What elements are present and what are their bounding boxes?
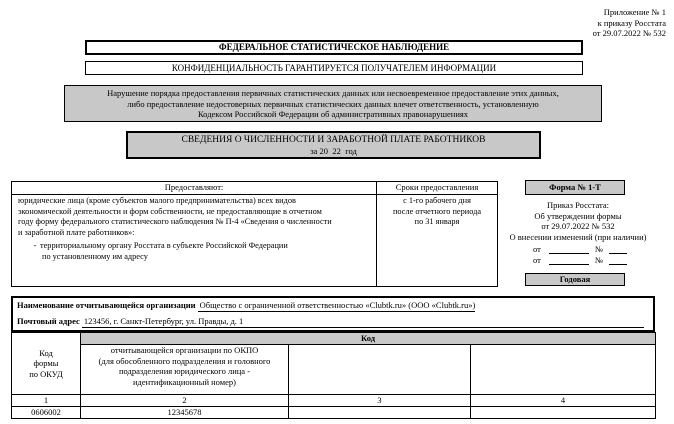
appendix-line: к приказу Росстата (597, 17, 666, 28)
column-number: 4 (471, 395, 656, 407)
number-field[interactable] (609, 264, 627, 265)
provide-line: территориальному органу Росстата в субъекте Российской Федерации (40, 241, 288, 250)
year-prefix: за 20 (310, 146, 328, 156)
legal-warning-box (64, 85, 602, 122)
empty-header-cell (471, 345, 656, 395)
order-approval-date: от 29.07.2022 № 532 (541, 221, 615, 231)
from-label: от (533, 255, 541, 265)
deadline-line: по 31 января (414, 217, 460, 226)
changes-row-2 (533, 255, 643, 267)
column-number: 1 (12, 395, 81, 407)
organization-block (11, 296, 655, 332)
org-address-label: Почтовый адрес (17, 316, 80, 326)
deadline-text (377, 195, 497, 228)
deadline-header: Сроки предоставления (377, 182, 497, 195)
okpo-code-cell[interactable]: 12345678 (81, 406, 289, 418)
column-number-row (12, 395, 656, 407)
provide-line: юридические лица (кроме субъектов малого предпринимательства) всех видов (18, 196, 296, 205)
warning-line: Кодексом Российской Федерации об административных правонарушениях (197, 109, 469, 119)
okud-code-cell[interactable]: 0606002 (12, 406, 81, 418)
okud-header-line: Код (39, 347, 53, 358)
bullet-dash: - (33, 241, 37, 250)
number-label: № (595, 244, 604, 254)
column-number: 3 (289, 395, 471, 407)
appendix-line: от 29.07.2022 № 532 (592, 28, 666, 38)
okpo-header (81, 345, 289, 395)
org-name-label: Наименование отчитывающейся организации (17, 300, 196, 310)
provide-line: и заработной плате работников»: (18, 227, 135, 237)
provide-column (12, 182, 377, 286)
table-row (12, 406, 656, 418)
report-title: СВЕДЕНИЯ О ЧИСЛЕННОСТИ И ЗАРАБОТНОЙ ПЛАТЕ РАБОТНИКОВ (181, 135, 486, 145)
column-number: 2 (81, 395, 289, 407)
confidentiality-box: КОНФИДЕНЦИАЛЬНОСТЬ ГАРАНТИРУЕТСЯ ПОЛУЧАТЕЛЕМ ИНФОРМАЦИИ (85, 61, 583, 75)
code-cell-3[interactable] (289, 406, 471, 418)
warning-line: либо предоставление недостоверных первичных статистических данных влечет ответственность, установленную (127, 98, 539, 109)
warning-line: Нарушение порядка предоставления первичных статистических данных или несвоевременное предоставление этих данных, (107, 88, 559, 98)
code-cell-4[interactable] (471, 406, 656, 418)
year-suffix: год (345, 146, 357, 156)
submission-table (11, 181, 498, 287)
survey-title-box: ФЕДЕРАЛЬНОЕ СТАТИСТИЧЕСКОЕ НАБЛЮДЕНИЕ (85, 40, 583, 55)
provide-line: экономической деятельности и форм собственности, не предоставляющие в отчетном (18, 206, 322, 216)
org-name-row (17, 300, 475, 312)
provide-header: Предоставляют: (12, 182, 376, 195)
okud-header-line: по ОКУД (29, 368, 63, 379)
order-approval: Об утверждении формы (534, 210, 622, 221)
okud-header (12, 333, 81, 395)
order-changes: О внесении изменений (при наличии) (509, 231, 647, 242)
date-field[interactable] (549, 253, 589, 254)
okpo-line: (для обособленного подразделения и головного (98, 355, 271, 366)
codes-table (11, 332, 655, 419)
number-field[interactable] (609, 253, 627, 254)
okpo-line: подразделения юридического лица - (118, 366, 251, 376)
org-address-row (17, 316, 644, 328)
provide-bullet (18, 241, 373, 252)
from-label: от (533, 244, 541, 254)
date-field[interactable] (549, 264, 589, 265)
okud-header-line: формы (33, 358, 59, 369)
empty-header-cell (289, 345, 471, 395)
provide-line: по установленному им адресу (42, 251, 148, 261)
code-header: Код (81, 333, 656, 345)
okpo-line: отчитывающейся организации по ОКПО (110, 345, 259, 355)
deadline-line: с 1-го рабочего дня (403, 196, 471, 205)
appendix-line: Приложение № 1 (603, 7, 666, 17)
provide-line: году форму федерального статистического наблюдения № П-4 «Сведения о численности (18, 217, 332, 226)
report-title-box (126, 131, 541, 159)
number-label: № (595, 255, 604, 265)
order-info (495, 200, 661, 242)
year-value[interactable]: 22 (330, 146, 343, 158)
form-number-box: Форма № 1-Т (525, 180, 625, 195)
appendix-note (506, 7, 666, 39)
order-title: Приказ Росстата: (546, 200, 610, 210)
deadline-line: после отчетного периода (392, 206, 482, 216)
okpo-line: идентификационный номер) (133, 376, 236, 387)
provide-text (12, 195, 376, 262)
report-year (128, 146, 539, 158)
deadline-column (377, 182, 497, 286)
org-name-value[interactable]: Общество с ограниченной ответственностью «Clubtk.ru» (ООО «Clubtk.ru») (199, 300, 476, 310)
periodicity-box: Годовая (525, 273, 625, 286)
org-address-value[interactable]: 123456, г. Санкт-Петербург, ул. Правды, д. 1 (82, 316, 644, 328)
